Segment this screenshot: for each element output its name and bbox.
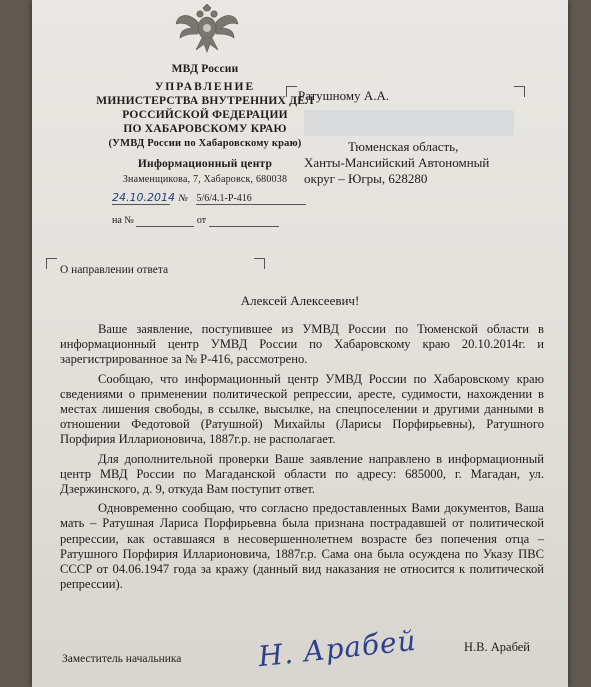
department-line-3: РОССИЙСКОЙ ФЕДЕРАЦИИ [122,109,288,121]
subject-line: О направлении ответа [60,264,169,276]
letter-date: 24.10.2014 [112,191,175,204]
ref-ot-label: от [196,215,207,226]
handwritten-signature: Н. Арабей [256,623,419,674]
ministry-short-title: МВД России [171,63,239,75]
letter-body [60,322,544,592]
signature-position: Заместитель начальника [62,653,182,665]
recipient-address-line-1: Тюменская область, [348,139,459,154]
subject-corner-tl [46,258,57,269]
number-label: № [178,193,188,204]
sender-address: Знаменщикова, 7, Хабаровск, 680038 [122,174,288,185]
body-paragraph-2: Сообщаю, что информационный центр УМВД России по Хабаровскому краю сведениями о применении политической репрессии, аресте, судимости, нахождении в местах лишения свободы, в ссылке, высылке, на спецпоселении и другими данными в отношении Федотовой (Ратушной) Михайлы (Ларисы Порфирьевны), Ратушного Порфирия Илларионовича, 1887г.р. не располагает. [60,371,544,447]
date-number-row [112,191,322,207]
letter-number: 5/6/4.1-Р-416 [196,193,306,205]
recipient-corner-tr [514,86,525,97]
letter-sheet [32,0,568,687]
ref-number-blank [136,215,194,227]
recipient-address-line-3: округ – Югры, 628280 [304,171,428,186]
ref-date-blank [209,215,279,227]
signatory-name: Н.В. Арабей [464,640,530,654]
department-line-4: ПО ХАБАРОВСКОМУ КРАЮ [123,123,287,135]
department-line-1: УПРАВЛЕНИЕ [154,81,256,93]
double-headed-eagle-emblem-icon [174,4,240,54]
subject-corner-tr [254,258,265,269]
information-center-title: Информационный центр [137,158,273,170]
reference-row [112,215,322,227]
recipient-name: Ратушному А.А. [298,88,390,103]
salutation: Алексей Алексеевич! [240,293,360,308]
body-paragraph-3: Для дополнительной проверки Ваше заявление направлено в информационный центр МВД России по Магаданской области по адресу: 685000, г. Магадан, ул. Дзержинского, д. 9, откуда Вам поступит ответ. [60,451,544,497]
body-paragraph-1: Ваше заявление, поступившее из УМВД России по Тюменской области в информационный центр УМВД России по Хабаровскому краю 20.10.2014г. и зарегистрированное за № Р-416, рассмотрено. [60,322,544,367]
redacted-address [304,110,514,136]
department-line-5: (УМВД России по Хабаровскому краю) [108,138,302,149]
recipient-address-line-2: Ханты-Мансийский Автономный [304,155,490,170]
recipient-corner-tl [286,86,297,97]
department-line-2: МИНИСТЕРСТВА ВНУТРЕННИХ ДЕЛ [96,95,314,107]
body-paragraph-4: Одновременно сообщаю, что согласно предоставленных Вами документов, Ваша мать – Ратушная Лариса Порфирьевна была признана пострадавшей от политической репрессии, как оставшаяся в несовершеннолетнем возрасте без попечения отца – Ратушного Порфирия Илларионовича, 1887г.р. Сама она была осуждена по Указу ПВС СССР от 04.06.1947 года за кражу (данный вид наказания не относится к политической репрессии). [60,501,544,592]
ref-na-label: на № [112,215,134,226]
